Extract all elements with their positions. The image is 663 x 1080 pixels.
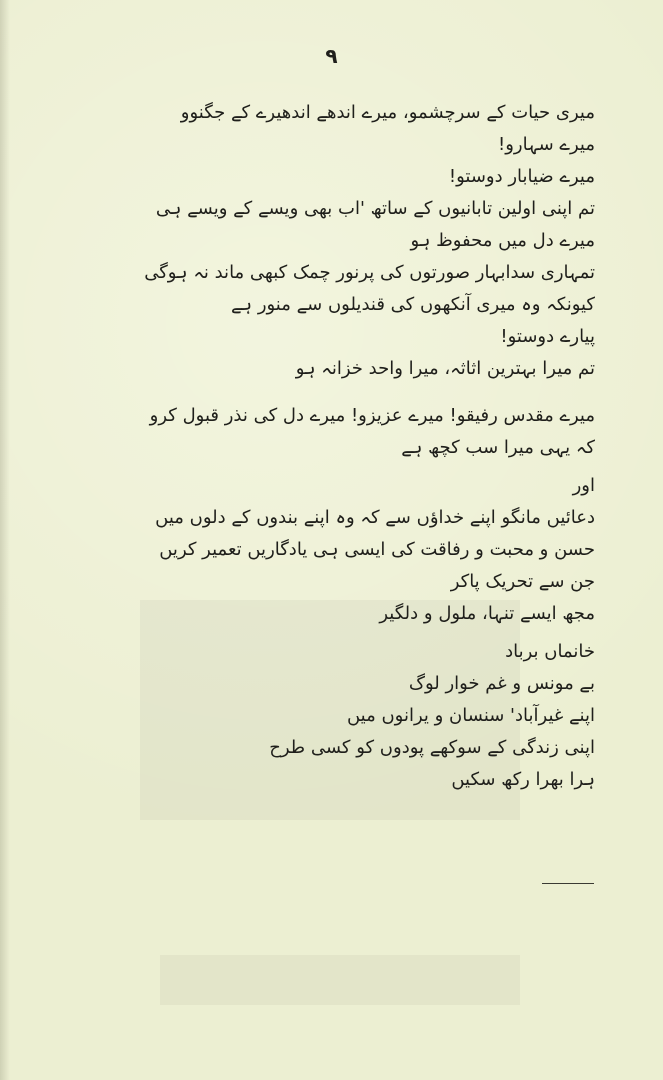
end-of-poem-rule (542, 883, 594, 884)
page-number: ۹ (325, 44, 338, 68)
poem-line: میرے ضیابار دوستو! (448, 166, 595, 187)
poem-line: تمہاری سدابہار صورتوں کی پرنور چمک کبھی ماند نہ ہوگی (144, 262, 595, 283)
poem-line: مجھ ایسے تنہا، ملول و دلگیر (379, 603, 595, 624)
show-through-smudge-bottom (160, 955, 520, 1005)
poem-text (125, 100, 595, 799)
poem-line: کیونکہ وہ میری آنکھوں کی قندیلوں سے منور ہے (231, 294, 595, 315)
poem-line: میرے مقدس رفیقو! میرے عزیزو! میرے دل کی نذر قبول کرو (149, 405, 595, 426)
poem-line: میری حیات کے سرچشمو، میرے اندھے اندھیرے کے جگنوو (180, 102, 595, 123)
poem-line: جن سے تحریک پاکر (450, 571, 595, 592)
poem-line: میرے سہارو! (498, 134, 595, 155)
poem-line: دعائیں مانگو اپنے خداؤں سے کہ وہ اپنے بندوں کے دلوں میں (155, 507, 595, 528)
poem-line: اور (572, 475, 595, 496)
poem-line: کہ یہی میرا سب کچھ ہے (401, 437, 595, 458)
poem-line: میرے دل میں محفوظ ہو (410, 230, 595, 251)
poem-line: بے مونس و غم خوار لوگ (408, 673, 595, 694)
poem-line: ہرا بھرا رکھ سکیں (451, 769, 595, 790)
poem-line: حسن و محبت و رفاقت کی ایسی ہی یادگاریں تعمیر کریں (159, 539, 595, 560)
poem-line: خانماں برباد (505, 641, 595, 662)
poem-line: تم میرا بہترین اثاثہ، میرا واحد خزانہ ہو (295, 358, 595, 379)
page-edge-shadow (0, 0, 10, 1080)
poem-line: تم اپنی اولین تابانیوں کے ساتھ 'اب بھی ویسے کے ویسے ہی (155, 198, 595, 219)
poem-line: اپنی زندگی کے سوکھے پودوں کو کسی طرح (269, 737, 595, 758)
poem-line: پیارے دوستو! (500, 326, 595, 347)
poem-line: اپنے غیرآباد' سنسان و یرانوں میں (346, 705, 595, 726)
